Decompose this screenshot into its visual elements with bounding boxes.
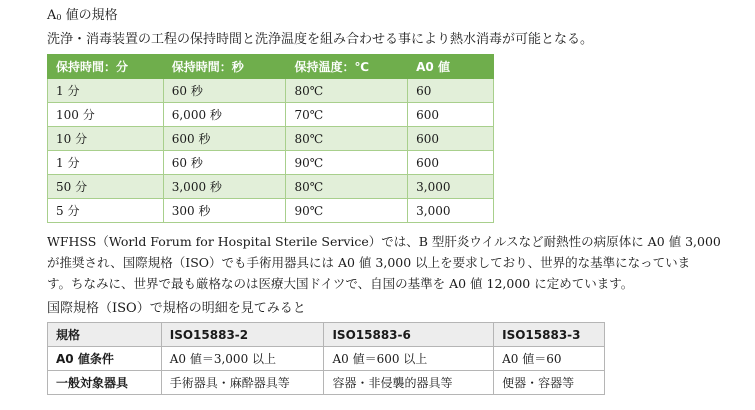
table-cell: 3,000 bbox=[408, 199, 494, 223]
a0-header-minutes: 保持時間：分 bbox=[48, 55, 164, 79]
table-cell: 600 bbox=[408, 127, 494, 151]
iso-table-header-row bbox=[48, 323, 605, 347]
table-cell: 60 秒 bbox=[163, 151, 286, 175]
iso-standard-table bbox=[47, 322, 605, 395]
page-heading bbox=[47, 7, 118, 26]
table-cell: 70℃ bbox=[286, 103, 408, 127]
iso-header-15883-2: ISO15883-2 bbox=[161, 323, 324, 347]
table-cell: 80℃ bbox=[286, 175, 408, 199]
table-cell: 90℃ bbox=[286, 199, 408, 223]
heading-prefix: A bbox=[47, 8, 57, 23]
table-row bbox=[48, 371, 605, 395]
table-cell: 80℃ bbox=[286, 79, 408, 103]
table-cell: 3,000 bbox=[408, 175, 494, 199]
table-row bbox=[48, 127, 494, 151]
table-cell: 3,000 秒 bbox=[163, 175, 286, 199]
iso-header-15883-3: ISO15883-3 bbox=[494, 323, 605, 347]
table-cell: 便器・容器等 bbox=[494, 371, 605, 395]
table-cell: 80℃ bbox=[286, 127, 408, 151]
a0-header-value: A0 値 bbox=[408, 55, 494, 79]
table-row bbox=[48, 347, 605, 371]
a0-header-temperature: 保持温度：℃ bbox=[286, 55, 408, 79]
table-cell: 600 bbox=[408, 151, 494, 175]
iso-header-15883-6: ISO15883-6 bbox=[324, 323, 494, 347]
table-cell: 50 分 bbox=[48, 175, 164, 199]
table-cell: 600 秒 bbox=[163, 127, 286, 151]
table-cell: 1 分 bbox=[48, 79, 164, 103]
table-cell: 容器・非侵襲的器具等 bbox=[324, 371, 494, 395]
paragraph-line: が推奨され、国際規格（ISO）でも手術用器具には A0 値 3,000 以上を要求しており、世界的な基準になっていま bbox=[47, 255, 691, 270]
iso-header-standard: 規格 bbox=[48, 323, 162, 347]
table-cell: 手術器具・麻酔器具等 bbox=[161, 371, 324, 395]
a0-table-header-row bbox=[48, 55, 494, 79]
table-cell: A0 値＝600 以上 bbox=[324, 347, 494, 371]
table-cell: 1 分 bbox=[48, 151, 164, 175]
iso-row-label: A0 値条件 bbox=[48, 347, 162, 371]
explanation-paragraph bbox=[47, 231, 752, 294]
table-cell: 300 秒 bbox=[163, 199, 286, 223]
heading-suffix: 値の規格 bbox=[61, 8, 118, 23]
table-row bbox=[48, 151, 494, 175]
table-cell: A0 値＝3,000 以上 bbox=[161, 347, 324, 371]
table-cell: 600 bbox=[408, 103, 494, 127]
heading-subscript: 0 bbox=[56, 13, 62, 22]
a0-header-seconds: 保持時間：秒 bbox=[163, 55, 286, 79]
table-row bbox=[48, 175, 494, 199]
table-row bbox=[48, 103, 494, 127]
iso-row-label: 一般対象器具 bbox=[48, 371, 162, 395]
paragraph-line: WFHSS（World Forum for Hospital Sterile Service）では、B 型肝炎ウイルスなど耐熱性の病原体に A0 値 3,000 bbox=[47, 234, 721, 249]
table-cell: 60 bbox=[408, 79, 494, 103]
table-cell: A0 値＝60 bbox=[494, 347, 605, 371]
table-cell: 10 分 bbox=[48, 127, 164, 151]
table-cell: 100 分 bbox=[48, 103, 164, 127]
table-row bbox=[48, 199, 494, 223]
intro-text: 洗浄・消毒装置の工程の保持時間と洗浄温度を組み合わせる事により熱水消毒が可能となる。 bbox=[47, 32, 594, 47]
paragraph-line: す。ちなみに、世界で最も厳格なのは医療大国ドイツで、自国の基準を A0 値 12,000 に定めています。 bbox=[47, 276, 634, 291]
table-cell: 90℃ bbox=[286, 151, 408, 175]
table-cell: 5 分 bbox=[48, 199, 164, 223]
table-row bbox=[48, 79, 494, 103]
table-cell: 60 秒 bbox=[163, 79, 286, 103]
iso-subheading: 国際規格（ISO）で規格の明細を見てみると bbox=[47, 301, 306, 316]
a0-value-table bbox=[47, 54, 494, 223]
table-cell: 6,000 秒 bbox=[163, 103, 286, 127]
